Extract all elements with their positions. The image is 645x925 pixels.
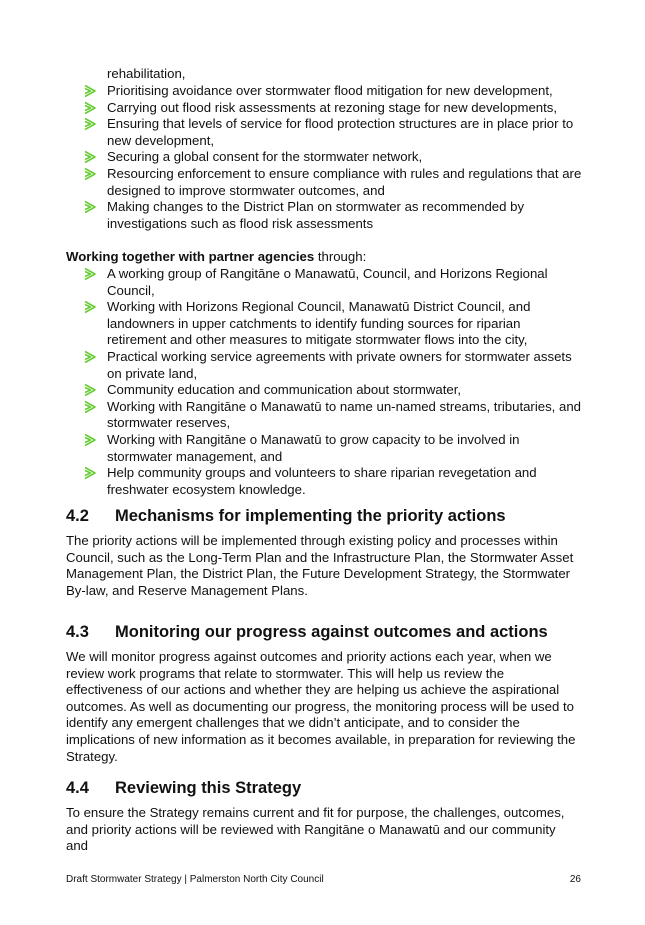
- list-item: [83, 116, 583, 149]
- chevron-bullet-icon: [83, 300, 97, 314]
- chevron-bullet-icon: [83, 117, 97, 131]
- list-item: [83, 266, 583, 299]
- stormwater-actions-list: [83, 83, 583, 232]
- partner-lead-bold: Working together with partner agencies: [66, 249, 315, 264]
- chevron-bullet-icon: [83, 200, 97, 214]
- section-title: Reviewing this Strategy: [115, 779, 302, 797]
- chevron-bullet-icon: [83, 433, 97, 447]
- chevron-bullet-icon: [83, 466, 97, 480]
- list-item-text: Working with Horizons Regional Council, Manawatū District Council, and landowners in upper catchments to identify funding sources for riparian retirement and other measures to mitigate stormwater flows into the city,: [107, 299, 531, 348]
- section-number: 4.2: [66, 507, 89, 525]
- list-item: [83, 299, 583, 349]
- section-body-4-4: To ensure the Strategy remains current and fit for purpose, the challenges, outcomes, and priority actions will be reviewed with Rangitāne o Manawatū and our community and: [66, 805, 565, 854]
- list-item: [83, 166, 583, 199]
- chevron-bullet-icon: [83, 84, 97, 98]
- section-heading-4-3: [66, 622, 548, 642]
- page-number: 26: [569, 874, 581, 885]
- chevron-bullet-icon: [83, 400, 97, 414]
- continuation-text: rehabilitation,: [107, 66, 186, 81]
- chevron-bullet-icon: [83, 350, 97, 364]
- list-item-text: A working group of Rangitāne o Manawatū, Council, and Horizons Regional Council,: [107, 266, 548, 298]
- chevron-bullet-icon: [83, 267, 97, 281]
- list-item-text: Prioritising avoidance over stormwater flood mitigation for new development,: [107, 83, 553, 98]
- list-item: [83, 382, 583, 399]
- partner-actions-list: [83, 266, 583, 498]
- list-item-text: Ensuring that levels of service for flood protection structures are in place prior to new development,: [107, 116, 574, 148]
- list-item: [83, 465, 583, 498]
- list-item: [83, 199, 583, 232]
- list-item-text: Working with Rangitāne o Manawatū to grow capacity to be involved in stormwater management, and: [107, 431, 520, 464]
- list-item-text: Community education and communication about stormwater,: [107, 382, 462, 398]
- section-body-4-2: The priority actions will be implemented through existing policy and processes within Council, such as the Long-Term Plan and the Infrastructure Plan, the Stormwater Asset Management Plan, the District Plan, the Future Development Strategy, the Stormwater By-law, and Reserve Management Plans.: [66, 533, 574, 598]
- list-item-text: Working with Rangitāne o Manawatū to name un-named streams, tributaries, and stormwater reserves,: [107, 398, 582, 431]
- section-title: Monitoring our progress against outcomes and actions: [115, 623, 548, 641]
- list-item-text: Securing a global consent for the stormwater network,: [107, 149, 423, 165]
- list-item: [83, 83, 583, 100]
- partner-lead-rest: through:: [314, 249, 367, 264]
- section-number: 4.3: [66, 623, 89, 641]
- list-item-text: Carrying out flood risk assessments at rezoning stage for new developments,: [107, 99, 558, 115]
- list-item: [83, 349, 583, 382]
- chevron-bullet-icon: [83, 150, 97, 164]
- chevron-bullet-icon: [83, 167, 97, 181]
- list-item-text: Resourcing enforcement to ensure compliance with rules and regulations that are designed to improve stormwater outcomes, and: [107, 165, 582, 198]
- section-heading-4-4: [66, 778, 301, 798]
- list-item: [83, 432, 583, 465]
- partner-agencies-lead: [66, 249, 366, 266]
- page-footer: [66, 874, 581, 886]
- list-item: [83, 149, 583, 166]
- list-item: [83, 100, 583, 117]
- list-item: [83, 399, 583, 432]
- footer-title: Draft Stormwater Strategy | Palmerston North City Council: [66, 874, 324, 885]
- section-title: Mechanisms for implementing the priority actions: [115, 507, 506, 525]
- chevron-bullet-icon: [83, 383, 97, 397]
- list-item-text: Practical working service agreements with private owners for stormwater assets on private land,: [107, 348, 572, 381]
- section-body-4-3: We will monitor progress against outcomes and priority actions each year, when we review work programs that relate to stormwater. This will help us review the effectiveness of our actions and whether they are helping us achieve the aspirational outcomes. As well as documenting our progress, the monitoring process will be used to identify any emergent challenges that we didn’t anticipate, and to consider the implications of new information as it becomes available, in preparation for reviewing the Strategy.: [66, 649, 576, 764]
- chevron-bullet-icon: [83, 101, 97, 115]
- list-item-text: Making changes to the District Plan on stormwater as recommended by investigations such as flood risk assessments: [107, 199, 525, 231]
- list-item-text: Help community groups and volunteers to share riparian revegetation and freshwater ecosystem knowledge.: [107, 465, 537, 497]
- section-number: 4.4: [66, 779, 89, 797]
- section-heading-4-2: [66, 506, 506, 526]
